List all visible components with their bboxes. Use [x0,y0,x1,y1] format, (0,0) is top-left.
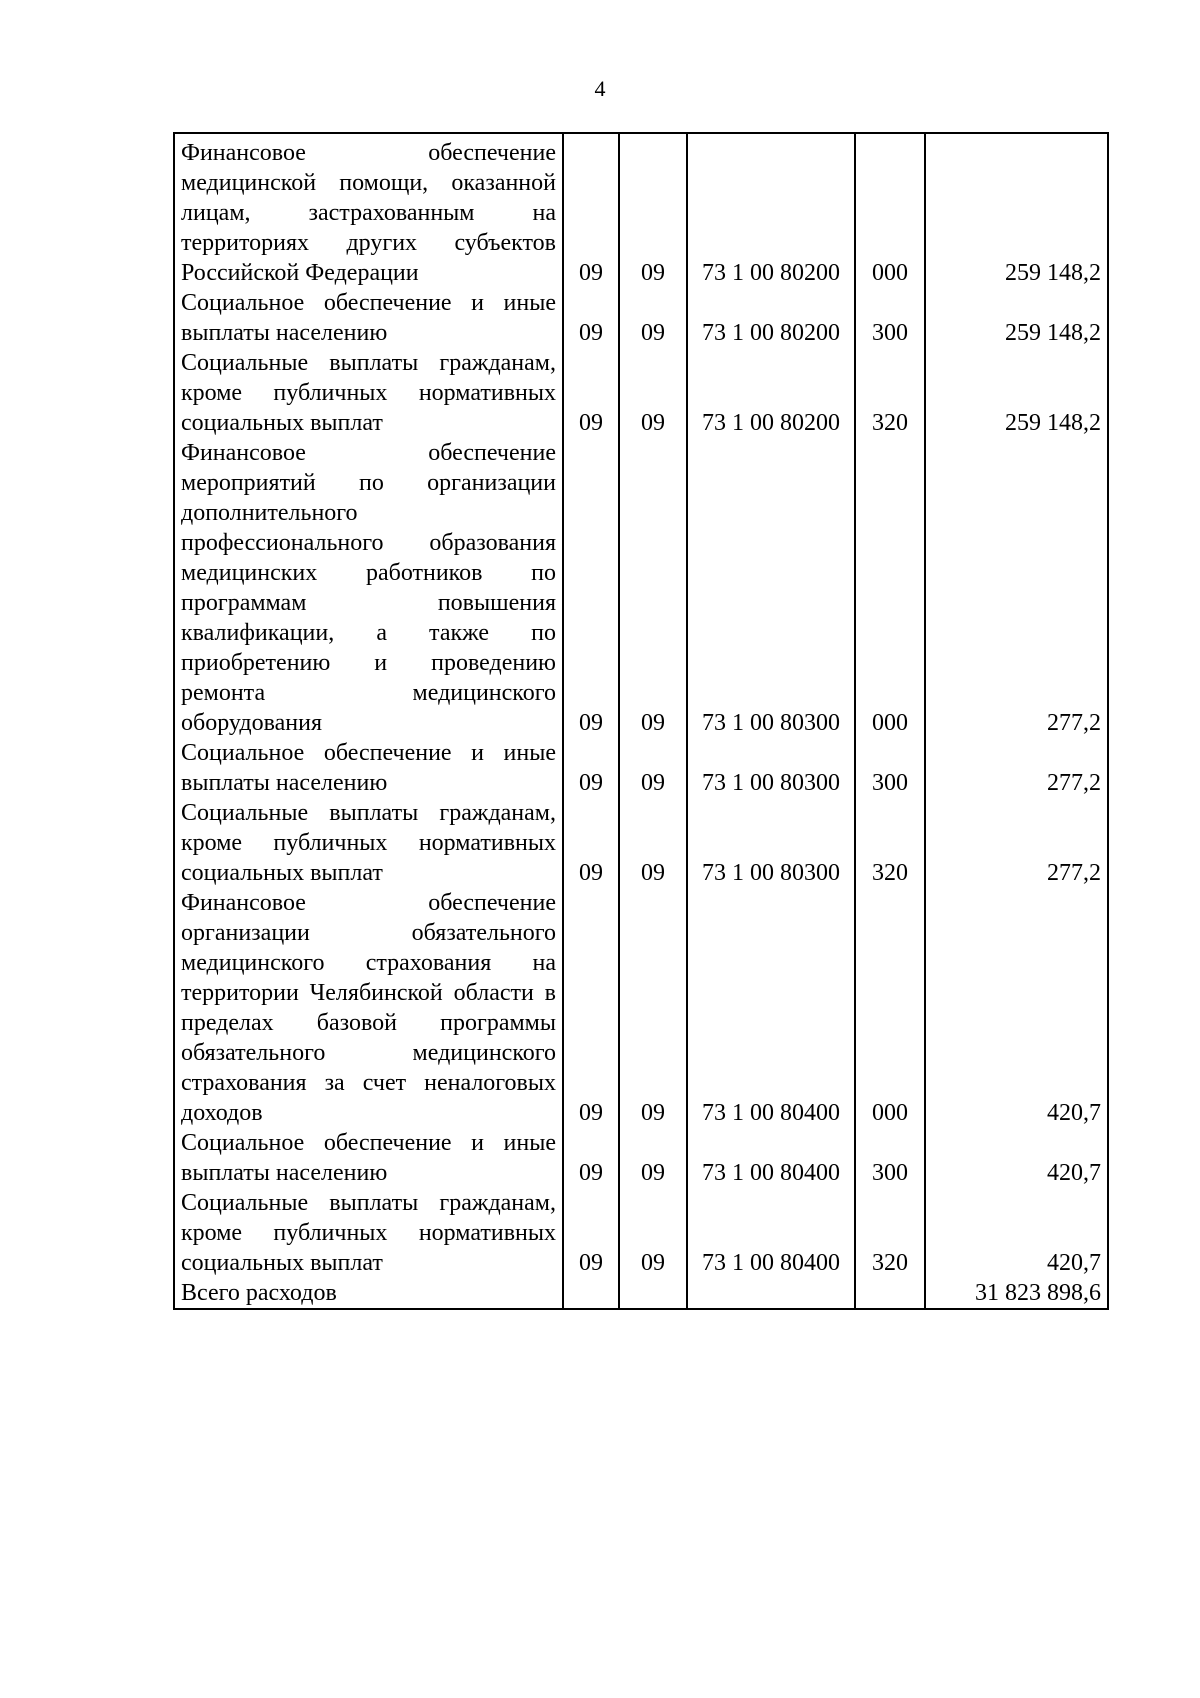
item-name-cell: Социальные выплаты гражданам, кроме публичных нормативных социальных выплат [174,348,563,438]
section-code-cell: 09 [563,438,619,738]
amount-cell: 277,2 [925,738,1108,798]
amount-cell: 31 823 898,6 [925,1278,1108,1309]
subsection-code-cell: 09 [619,288,687,348]
amount-cell: 277,2 [925,438,1108,738]
table-row [174,738,1108,798]
item-name-cell: Финансовое обеспечение медицинской помощи, оказанной лицам, застрахованным на территориях других субъектов Российской Федерации [174,133,563,288]
section-code-cell: 09 [563,798,619,888]
subsection-code-cell: 09 [619,888,687,1128]
amount-cell: 259 148,2 [925,133,1108,288]
amount-cell: 420,7 [925,888,1108,1128]
table-row [174,133,1108,288]
subsection-code-cell: 09 [619,348,687,438]
amount-cell: 277,2 [925,798,1108,888]
subsection-code-cell: 09 [619,438,687,738]
amount-cell: 420,7 [925,1128,1108,1188]
item-name-cell: Финансовое обеспечение организации обязательного медицинского страхования на территории Челябинской области в пределах базовой программы обязательного медицинского страхования за счет неналоговых доходов [174,888,563,1128]
target-article-cell: 73 1 00 80200 [687,133,855,288]
section-code-cell: 09 [563,1188,619,1278]
target-article-cell: 73 1 00 80400 [687,1128,855,1188]
table-row [174,348,1108,438]
amount-cell: 420,7 [925,1188,1108,1278]
item-name-cell: Социальное обеспечение и иные выплаты населению [174,1128,563,1188]
total-row [174,1278,1108,1309]
section-code-cell: 09 [563,738,619,798]
item-name-cell: Всего расходов [174,1278,563,1309]
expense-type-cell: 300 [855,288,925,348]
table-row [174,1128,1108,1188]
section-code-cell: 09 [563,888,619,1128]
item-name-cell: Социальные выплаты гражданам, кроме публичных нормативных социальных выплат [174,798,563,888]
table-row [174,288,1108,348]
subsection-code-cell: 09 [619,798,687,888]
target-article-cell: 73 1 00 80300 [687,738,855,798]
expense-type-cell [855,1278,925,1309]
subsection-code-cell: 09 [619,1128,687,1188]
expense-type-cell: 300 [855,738,925,798]
target-article-cell: 73 1 00 80200 [687,288,855,348]
amount-cell: 259 148,2 [925,348,1108,438]
table-row [174,888,1108,1128]
expense-type-cell: 320 [855,1188,925,1278]
expense-type-cell: 320 [855,348,925,438]
target-article-cell: 73 1 00 80400 [687,888,855,1128]
item-name-cell: Финансовое обеспечение мероприятий по организации дополнительного профессионального образования медицинских работников по программам повышения квалификации, а также по приобретению и проведению ремонта медицинского оборудования [174,438,563,738]
section-code-cell: 09 [563,348,619,438]
table-row [174,798,1108,888]
subsection-code-cell: 09 [619,133,687,288]
expense-type-cell: 320 [855,798,925,888]
subsection-code-cell: 09 [619,738,687,798]
target-article-cell: 73 1 00 80300 [687,438,855,738]
target-article-cell: 73 1 00 80300 [687,798,855,888]
subsection-code-cell [619,1278,687,1309]
expenditure-table [173,132,1109,1310]
section-code-cell: 09 [563,1128,619,1188]
expense-type-cell: 000 [855,438,925,738]
expense-type-cell: 000 [855,888,925,1128]
expense-type-cell: 000 [855,133,925,288]
expense-type-cell: 300 [855,1128,925,1188]
table-row [174,438,1108,738]
subsection-code-cell: 09 [619,1188,687,1278]
section-code-cell [563,1278,619,1309]
section-code-cell: 09 [563,288,619,348]
item-name-cell: Социальные выплаты гражданам, кроме публичных нормативных социальных выплат [174,1188,563,1278]
table-row [174,1188,1108,1278]
amount-cell: 259 148,2 [925,288,1108,348]
section-code-cell: 09 [563,133,619,288]
page-number: 4 [594,76,606,101]
target-article-cell [687,1278,855,1309]
item-name-cell: Социальное обеспечение и иные выплаты населению [174,738,563,798]
item-name-cell: Социальное обеспечение и иные выплаты населению [174,288,563,348]
target-article-cell: 73 1 00 80200 [687,348,855,438]
target-article-cell: 73 1 00 80400 [687,1188,855,1278]
